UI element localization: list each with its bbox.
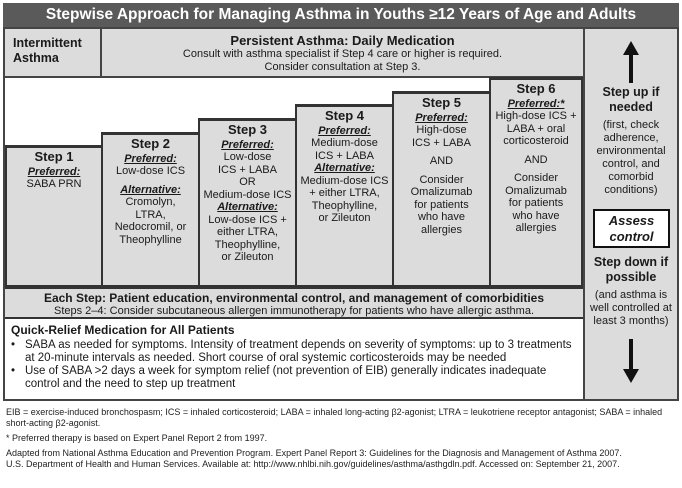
- source-line2: U.S. Department of Health and Human Services. Available at: http://www.nhlbi.nih.gov/guidelines/asthma/asthgdln.pdf. Accessed on: September 21, 2007.: [6, 459, 620, 469]
- assess-line1: Assess: [608, 213, 655, 228]
- intermittent-line2: Asthma: [13, 51, 59, 65]
- step-3-preferred: Medium-dose ICS: [203, 188, 292, 201]
- step-6-preferred: corticosteroid: [503, 135, 569, 147]
- bullet-icon: •: [11, 365, 16, 377]
- step-down-line2: possible: [605, 270, 657, 284]
- assess-control-box: [593, 209, 670, 248]
- step-4-preferred-label: Preferred:: [318, 124, 371, 137]
- step-down-label: [585, 255, 677, 285]
- step-3-preferred: OR: [239, 176, 256, 188]
- step-3-alternative: Low-dose ICS +: [208, 213, 287, 226]
- step-down-line1: Step down if: [593, 255, 669, 269]
- up-arrow-icon: [621, 41, 641, 83]
- step-6-preferred: allergies: [515, 222, 557, 234]
- step-1-preferred: SABA PRN: [26, 178, 82, 190]
- step-up-line2: needed: [609, 100, 653, 114]
- step-3-alternative: or Zileuton: [221, 251, 274, 263]
- step-down-note-line: (and asthma is: [594, 289, 668, 301]
- step-2-preferred: Low-dose ICS: [115, 165, 186, 177]
- step-2-alternative: LTRA,: [135, 208, 166, 221]
- step-6-preferred: High-dose ICS +: [495, 110, 577, 122]
- quick-relief-bullet: [11, 365, 577, 390]
- step-up-note-line: control, and: [602, 158, 660, 170]
- step-6-preferred: AND: [524, 153, 548, 166]
- step-up-note-line: adherence,: [603, 132, 659, 144]
- step-1-box: [5, 146, 103, 287]
- step-2-alternative: Nedocromil, or: [114, 221, 187, 233]
- step-2-alternative: Cromolyn,: [125, 196, 176, 208]
- step-6-preferred-label: Preferred:*: [507, 97, 565, 110]
- side-panel: [583, 29, 677, 399]
- step-down-note-line: well controlled at: [590, 302, 672, 314]
- step-up-label: [585, 85, 677, 115]
- persistent-line1: Consult with asthma specialist if Step 4 care or higher is required.: [182, 48, 503, 60]
- step-6-title: Step 6: [516, 81, 556, 96]
- step-up-note-line: comorbid: [608, 171, 654, 183]
- each-step-row: [5, 287, 583, 319]
- step-3-alternative-label: Alternative:: [217, 201, 278, 213]
- chart-frame: [3, 27, 679, 401]
- step-4-preferred: ICS + LABA: [314, 149, 374, 162]
- step-3-box: [198, 119, 297, 287]
- step-5-preferred: allergies: [421, 223, 462, 236]
- each-step-heading: Each Step: Patient education, environmental control, and management of comorbidities: [43, 291, 545, 305]
- step-5-preferred: High-dose: [416, 124, 467, 136]
- step-down-note-line: least 3 months): [593, 315, 669, 327]
- step-5-preferred-label: Preferred:: [415, 111, 468, 124]
- quick-relief-heading: Quick-Relief Medication for All Patients: [11, 323, 235, 337]
- step-6-box: [489, 78, 583, 287]
- step-3-preferred: ICS + LABA: [217, 163, 277, 176]
- step-3-alternative: either LTRA,: [217, 226, 278, 238]
- step-up-line1: Step up if: [602, 85, 660, 99]
- step-5-preferred: ICS + LABA: [411, 136, 471, 149]
- persistent-line2: Consider consultation at Step 3.: [264, 60, 421, 73]
- quick-relief-section: [5, 319, 583, 399]
- page-title: Stepwise Approach for Managing Asthma in Youths ≥12 Years of Age and Adults: [3, 3, 679, 27]
- bullet-icon: •: [11, 339, 16, 351]
- step-5-preferred: for patients: [414, 198, 469, 211]
- down-arrow-icon: [621, 339, 641, 383]
- step-up-note-line: environmental: [596, 145, 666, 157]
- step-5-preferred: who have: [417, 211, 466, 223]
- step-1-preferred-label: Preferred:: [27, 165, 81, 178]
- step-5-preferred: AND: [429, 155, 454, 167]
- step-2-title: Step 2: [130, 136, 170, 151]
- step-3-alternative: Theophylline,: [214, 238, 281, 251]
- quick-relief-bullet-text: SABA as needed for symptoms. Intensity of treatment depends on severity of symptoms: up to 3 treatments at 20-minute intervals as needed. Short course of oral systemic corticosteroids may be needed: [25, 339, 572, 364]
- step-4-preferred: Medium-dose: [311, 137, 378, 149]
- step-2-preferred-label: Preferred:: [124, 152, 177, 165]
- preferred-note: * Preferred therapy is based on Expert Panel Report 2 from 1997.: [6, 433, 268, 443]
- step-6-preferred: Omalizumab: [505, 184, 567, 197]
- step-4-alternative-label: Alternative:: [314, 162, 375, 174]
- step-3-title: Step 3: [227, 122, 267, 137]
- step-1-title: Step 1: [34, 149, 74, 164]
- intermittent-line1: Intermittent: [13, 36, 82, 50]
- step-5-preferred: Omalizumab: [410, 186, 473, 198]
- step-up-note-line: (first, check: [602, 119, 660, 131]
- quick-relief-bullet: [11, 339, 577, 364]
- step-5-preferred: Consider: [419, 173, 464, 186]
- step-6-preferred: LABA + oral: [506, 122, 566, 135]
- quick-relief-bullet-text: Use of SABA >2 days a week for symptom relief (not prevention of EIB) generally indicates inadequate control and the need to step up treatment: [25, 365, 547, 390]
- step-3-preferred-label: Preferred:: [221, 138, 274, 151]
- step-4-alternative: Medium-dose ICS: [300, 174, 389, 187]
- step-6-preferred: who have: [512, 209, 560, 222]
- step-2-alternative-label: Alternative:: [120, 183, 181, 196]
- step-4-alternative: or Zileuton: [318, 212, 371, 224]
- persistent-heading: Persistent Asthma: Daily Medication: [230, 33, 455, 48]
- each-step-line2: Steps 2–4: Consider subcutaneous allergen immunotherapy for patients who have allergic asthma.: [54, 305, 534, 317]
- step-up-note: [585, 119, 677, 197]
- step-5-title: Step 5: [421, 95, 461, 110]
- step-2-alternative: Theophylline: [119, 233, 182, 246]
- assess-line2: control: [609, 229, 654, 244]
- step-4-box: [295, 105, 394, 287]
- step-6-preferred: Consider: [513, 172, 559, 184]
- step-4-title: Step 4: [324, 108, 364, 123]
- step-4-alternative: Theophylline,: [311, 199, 378, 212]
- footer-notes: [6, 407, 676, 474]
- step-4-alternative: + either LTRA,: [309, 187, 380, 199]
- step-3-preferred: Low-dose: [223, 151, 272, 163]
- step-6-preferred: for patients: [508, 197, 564, 209]
- source-line1: Adapted from National Asthma Education and Prevention Program. Expert Panel Report 3: Guidelines for the Diagnosis and Management of Asthma 2007.: [6, 448, 622, 458]
- step-5-box: [392, 92, 491, 287]
- abbreviations: EIB = exercise-induced bronchospasm; ICS = inhaled corticosteroid; LABA = inhaled long-acting β2-agonist; LTRA = leukotriene receptor antagonist; SABA = inhaled short-acting β2-agonist.: [6, 407, 663, 428]
- step-2-box: [101, 133, 200, 287]
- step-up-note-line: conditions): [604, 184, 658, 196]
- step-down-note: [585, 289, 677, 328]
